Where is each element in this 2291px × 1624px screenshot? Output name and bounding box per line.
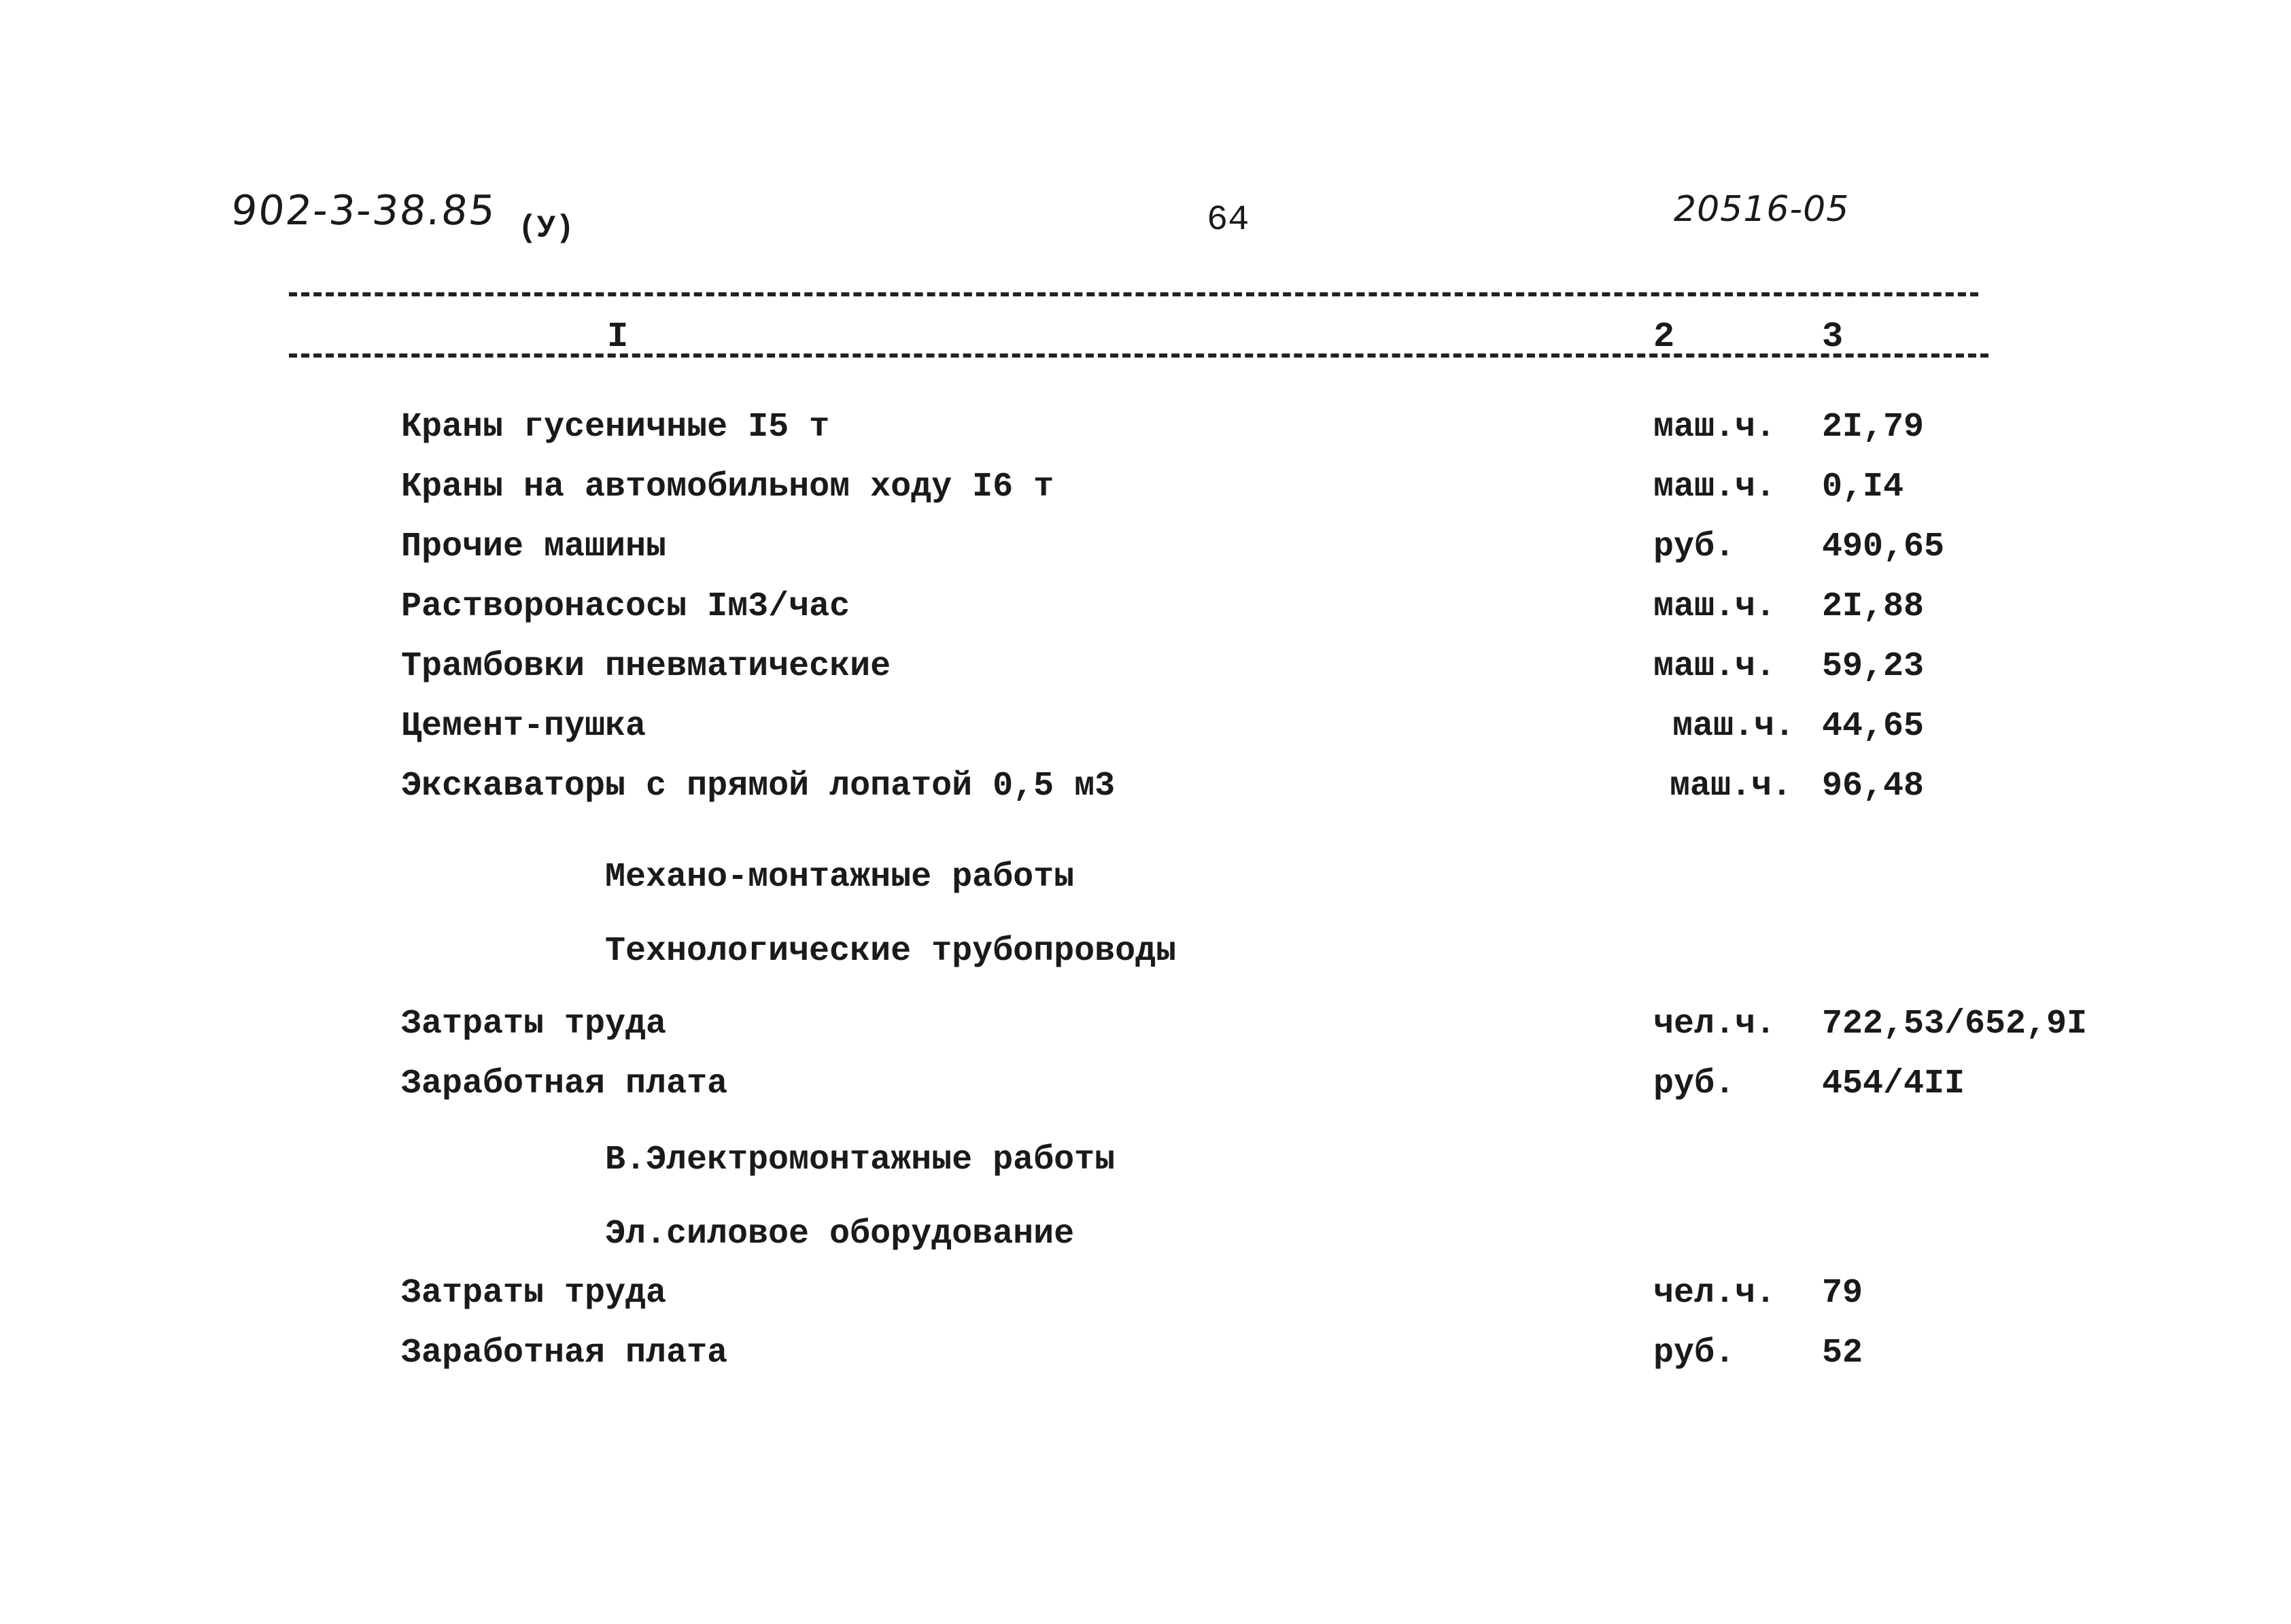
row-unit: маш.ч. [1670,767,1793,806]
table-row [0,703,2291,750]
row-name: Трамбовки пневматические [401,647,891,686]
row-value: 52 [1822,1334,1863,1372]
table-row [0,643,2291,691]
document-reference: 20516-05 [1674,189,1850,230]
row-value: 0,I4 [1822,468,1904,506]
row-value: 490,65 [1822,528,1945,566]
row-name: Экскаваторы с прямой лопатой 0,5 м3 [401,767,1116,806]
row-value: 2I,79 [1822,408,1925,447]
row-name: Затраты труда [401,1005,667,1043]
row-name: Затраты труда [401,1274,667,1313]
document-code: 902-3-38.85 [228,187,499,235]
row-unit: руб. [1653,528,1736,566]
table-row [0,583,2291,631]
row-name: Растворонасосы Iм3/час [401,587,850,626]
row-name: Заработная плата [401,1065,728,1103]
section-title-electrical: В.Электромонтажные работы [605,1141,1116,1179]
row-unit: чел.ч. [1653,1274,1776,1313]
row-value: 454/4II [1822,1065,1965,1103]
table-row [0,523,2291,571]
row-value: 79 [1822,1274,1863,1313]
column-header-3: 3 [1822,317,1844,357]
row-value: 44,65 [1822,707,1925,746]
row-unit: руб. [1653,1065,1736,1103]
row-name: Краны гусеничные I5 т [401,408,830,447]
table-row [0,1270,2291,1317]
row-name: Заработная плата [401,1334,728,1372]
row-name: Краны на автомобильном ходу I6 т [401,468,1054,506]
table-header-rule [289,353,1988,358]
row-unit: маш.ч. [1653,587,1776,626]
row-unit: чел.ч. [1653,1005,1776,1043]
row-unit: маш.ч. [1653,408,1776,447]
row-name: Цемент-пушка [401,707,647,746]
table-row [0,404,2291,451]
section-title-mechanical: Механо-монтажные работы [605,858,1075,897]
document-mark: (У) [518,211,574,246]
row-name: Прочие машины [401,528,667,566]
row-unit: маш.ч. [1672,707,1795,746]
table-row [0,1001,2291,1048]
column-header-2: 2 [1653,317,1675,357]
section-subtitle-power-equipment: Эл.силовое оборудование [605,1215,1075,1254]
table-row [0,1330,2291,1377]
column-header-1: I [607,317,629,357]
table-row [0,464,2291,511]
section-subtitle-pipelines: Технологические трубопроводы [605,932,1177,971]
page-number: 64 [1207,200,1250,240]
row-unit: руб. [1653,1334,1736,1372]
row-unit: маш.ч. [1653,468,1776,506]
table-row [0,1060,2291,1108]
row-value: 59,23 [1822,647,1925,686]
row-value: 2I,88 [1822,587,1925,626]
row-value: 722,53/652,9I [1822,1005,2088,1043]
row-unit: маш.ч. [1653,647,1776,686]
row-value: 96,48 [1822,767,1925,806]
table-top-rule [289,292,1978,296]
table-row [0,763,2291,810]
